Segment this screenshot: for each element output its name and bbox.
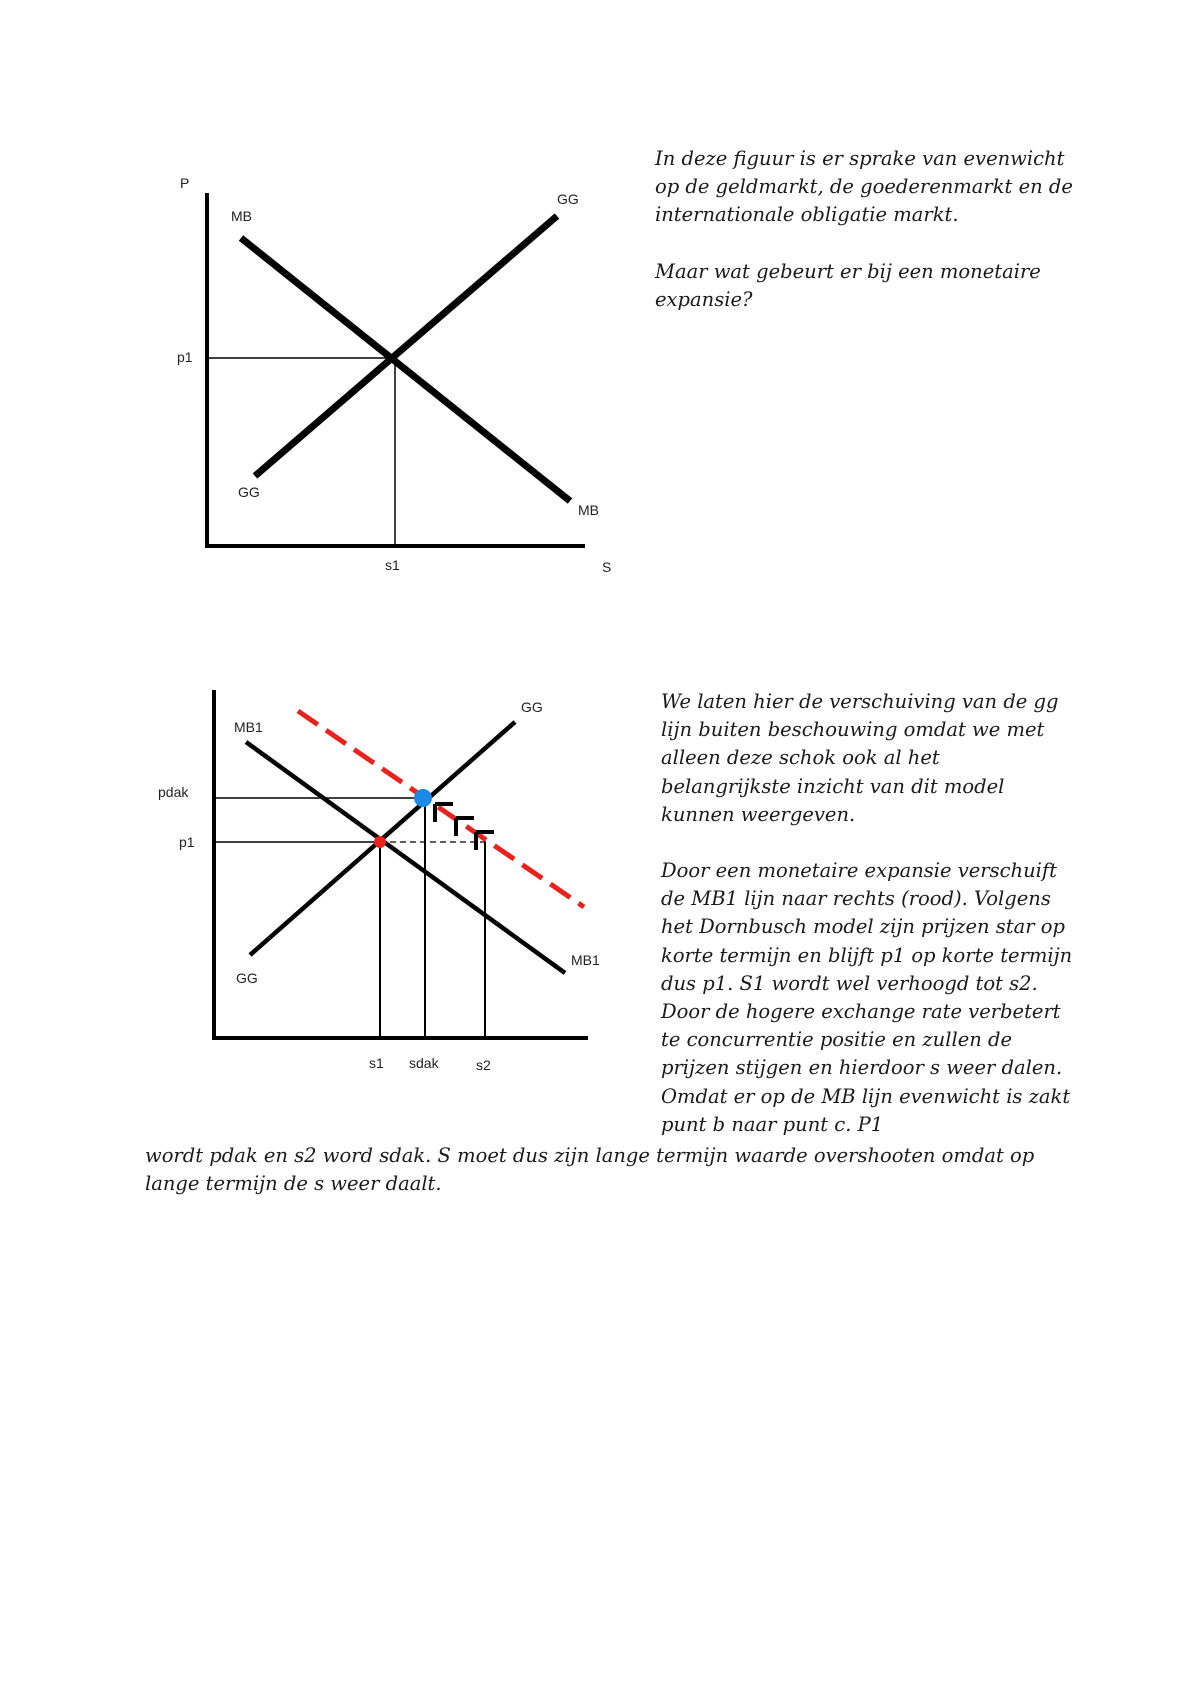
text-block-1-para-2: Maar wat gebeurt er bij een monetaire expansie? [655,259,1041,311]
fig1-mb-line [241,238,570,501]
fig1-gg-top-label: GG [557,191,579,207]
text-block-1-para-1: In deze figuur is er sprake van evenwicht op de geldmarkt, de goederenmarkt en de internationale obligatie markt. [655,147,1073,227]
fig2-gg-bottom-label: GG [236,970,258,986]
text-block-2 [661,688,1075,1139]
fig1-mb-bottom-label: MB [578,502,599,518]
text-block-2-para-1: We laten hier de verschuiving van de gg lijn buiten beschouwing omdat we met alleen deze schok ook al het belangrijkste inzicht van dit model kunnen weergeven. [661,690,1059,826]
fig1-p1-label: p1 [177,349,193,365]
fig2-point-a [374,836,386,848]
fig1-y-axis-label: P [180,175,190,191]
text-block-1 [655,145,1085,314]
fig2-mb1-top-label: MB1 [234,719,263,735]
fig2-mb1-line [246,742,565,973]
fig2-mb1-bottom-label: MB1 [571,952,600,968]
fig2-point-b [414,789,432,807]
fig1-mb-top-label: MB [231,208,252,224]
fig1-x-axis-label: S [602,559,612,575]
fig2-sdak-label: sdak [409,1055,439,1071]
text-block-2-para-2: Door een monetaire expansie verschuift de MB1 lijn naar rechts (rood). Volgens het Dornbusch model zijn prijzen star op korte termijn en blijft p1 op korte termijn dus p1. S1 wordt wel verhoogd tot s2. Door de hogere exchange rate verbetert te concurrentie positie en zullen de prijzen stijgen en hierdoor s weer dalen. Omdat er op de MB lijn evenwicht is zakt punt b naar punt c. P1 [661,859,1073,1136]
text-block-2-continuation [145,1142,1075,1198]
text-block-2-para-2-continued: wordt pdak en s2 word sdak. S moet dus zijn lange termijn waarde overshooten omdat op lange termijn de s weer daalt. [145,1144,1035,1196]
fig1-gg-bottom-label: GG [238,484,260,500]
fig2-s2-label: s2 [476,1057,491,1073]
fig2-pdak-label: pdak [158,784,189,800]
fig2-s1-label: s1 [369,1055,384,1071]
fig1-s1-label: s1 [385,557,400,573]
fig2-gg-top-label: GG [521,699,543,715]
fig2-p1-label: p1 [179,834,195,850]
fig1-gg-line [255,216,557,476]
